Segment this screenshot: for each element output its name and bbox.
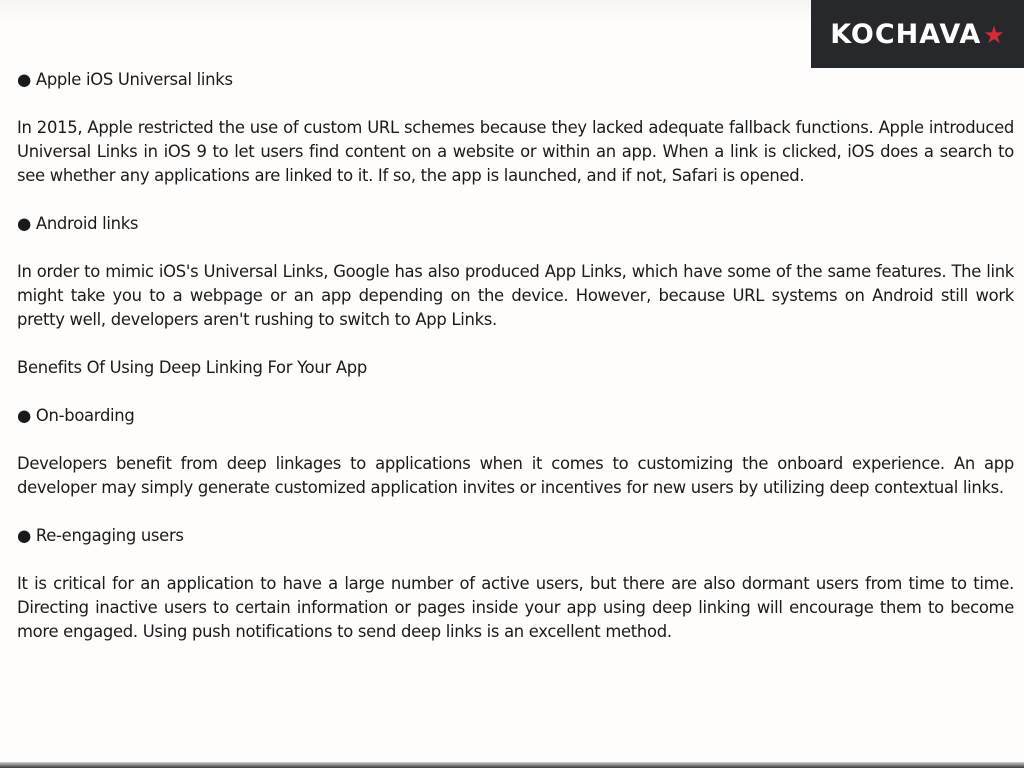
slide-content [17,68,1014,668]
top-fade [0,0,811,22]
reengaging-heading: ● Re-engaging users [17,526,184,545]
onboarding-heading: ● On-boarding [17,406,135,425]
onboarding-body: Developers benefit from deep linkages to applications when it comes to customizing the onboard experience. An app developer may simply generate customized application invites or incentives for new users by utilizing deep contextual links. [17,454,1014,497]
apple-heading: ● Apple iOS Universal links [17,70,233,89]
android-heading: ● Android links [17,214,139,233]
apple-body: In 2015, Apple restricted the use of custom URL schemes because they lacked adequate fallback functions. Apple introduced Universal Links in iOS 9 to let users find content on a website or within an app. When a link is clicked, iOS does a search to see whether any applications are linked to it. If so, the app is launched, and if not, Safari is opened. [17,118,1014,185]
benefits-heading: Benefits Of Using Deep Linking For Your App [17,358,367,377]
kochava-logo [811,0,1024,68]
star-icon: ★ [983,21,1005,49]
bottom-bar [0,762,1024,768]
reengaging-body: It is critical for an application to have a large number of active users, but there are also dormant users from time to time. Directing inactive users to certain information or pages inside your app using deep linking will encourage them to become more engaged. Using push notifications to send deep links is an excellent method. [17,574,1014,641]
android-body: In order to mimic iOS's Universal Links, Google has also produced App Links, which have some of the same features. The link might take you to a webpage or an app depending on the device. However, because URL systems on Android still work pretty well, developers aren't rushing to switch to App Links. [17,262,1014,329]
logo-text: KOCHAVA [830,18,982,50]
